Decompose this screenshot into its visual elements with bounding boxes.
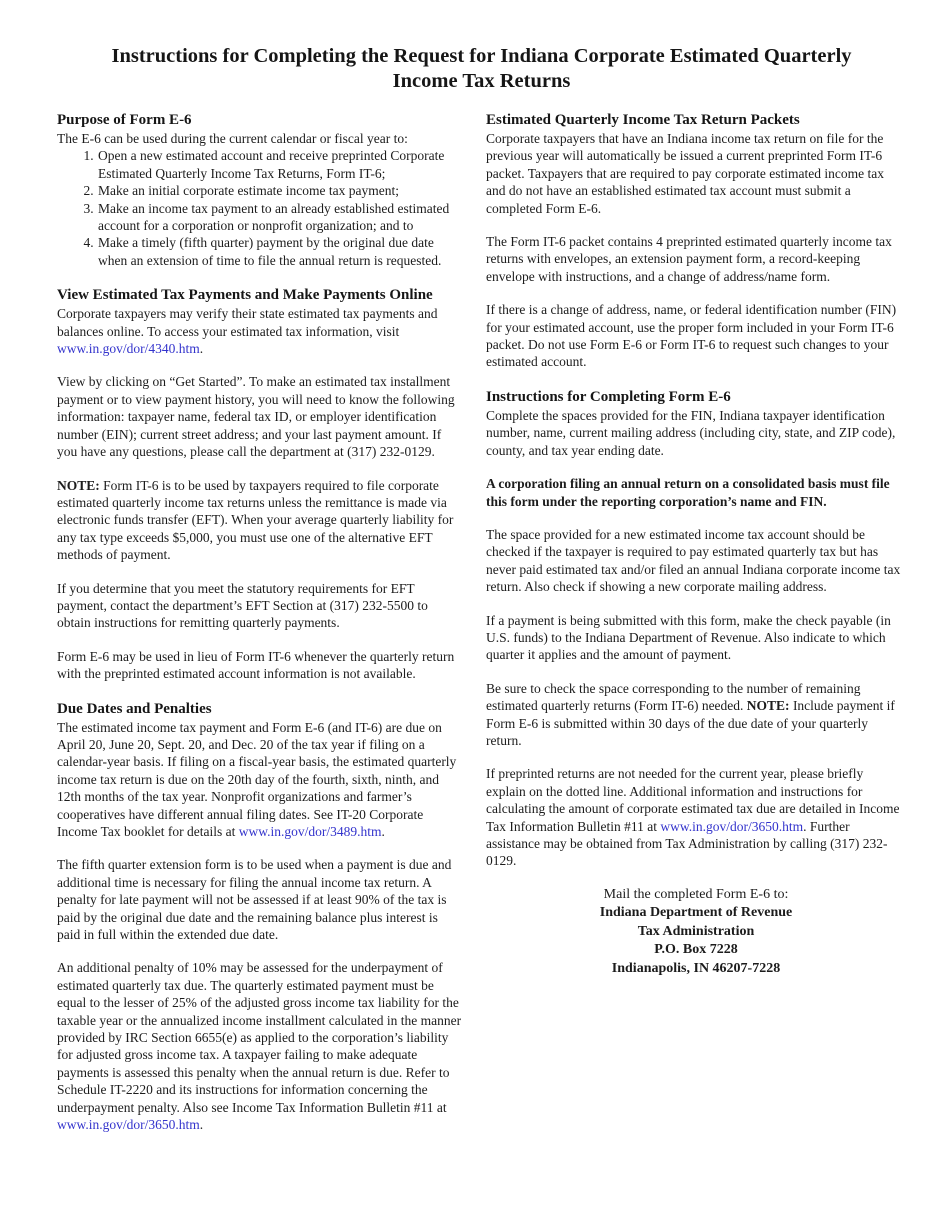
text-run: The Form IT-6 packet contains 4 preprinted estimated quarterly income tax returns with envelopes, an extension payment form, a record-keeping envelope with instructions, and a change of address/name form. <box>486 234 892 284</box>
mailing-address-line: Tax Administration <box>637 923 755 939</box>
numbered-list <box>57 147 464 269</box>
section-purpose-of-form-e-6 <box>57 111 464 269</box>
text-run: . <box>199 1117 204 1133</box>
paragraph <box>57 305 464 357</box>
section-heading: Due Dates and Penalties <box>57 700 212 717</box>
hyperlink[interactable]: www.in.gov/dor/3489.htm <box>238 824 382 839</box>
page-title-line1: Instructions for Completing the Request for Indiana Corporate Estimated Quarterly <box>111 45 852 67</box>
hyperlink[interactable]: www.in.gov/dor/4340.htm <box>57 341 200 357</box>
text-run: Complete the spaces provided for the FIN, Indiana taxpayer identification number, name, current mailing address (including city, state, and ZIP code), county, and tax year ending date. <box>486 407 896 458</box>
paragraph <box>486 680 906 750</box>
list-item: 3. Make an income tax payment to an already established estimated account for a corporation or nonprofit organization; and to <box>97 200 464 235</box>
text-run: The space provided for a new estimated income tax account should be checked if the taxpayer is required to pay estimated quarterly tax but has never paid estimated tax and/or filed an annual Indiana corporate income tax return. Also check if showing a new corporate mailing address. <box>486 526 901 595</box>
text-run: Corporate taxpayers that have an Indiana income tax return on file for the previous year will automatically be issued a current preprinted Form IT-6 packet. Taxpayers that are required to pay corporate estimated income tax and do not have an established estimated tax account must submit a completed Form E-6. <box>486 131 885 216</box>
text-run: If preprinted returns are not needed for the current year, please briefly explain on the dotted line. Additional information and instructions for calculating the amount of corporate estimated tax due are detailed in Income Tax Information Bulletin #11 at <box>486 766 900 834</box>
mailing-address-line: Mail the completed Form E-6 to: <box>603 886 789 902</box>
text-run: If you determine that you meet the statutory requirements for EFT payment, contact the department’s EFT Section at (317) 232-5500 to obtain instructions for remitting quarterly payments. <box>57 580 428 631</box>
paragraph <box>57 648 464 683</box>
paragraph <box>486 612 906 664</box>
section-estimated-quarterly-income-tax-return-packets <box>486 111 906 371</box>
page-title-line2: Income Tax Returns <box>392 70 571 92</box>
text-run: Form IT-6 is to be used by taxpayers required to file corporate estimated quarterly income tax returns unless the remittance is made via electronic funds transfer (EFT). When your average quarterly liability for any tax type exceeds $5,000, you must use one of the alternative EFT methods of payment. <box>57 477 454 563</box>
list-item: 2. Make an initial corporate estimate income tax payment; <box>97 182 464 199</box>
paragraph <box>57 959 464 1133</box>
text-run: Form E-6 may be used in lieu of Form IT-6 whenever the quarterly return with the preprinted estimated account information is not available. <box>57 648 455 682</box>
section-due-dates-and-penalties <box>57 700 464 1134</box>
paragraph <box>486 301 906 371</box>
paragraph <box>486 526 906 596</box>
two-column-layout <box>57 111 906 1134</box>
bold-text-run: NOTE: <box>746 698 790 714</box>
mailing-address-line: Indianapolis, IN 46207-7228 <box>611 960 781 976</box>
hyperlink[interactable]: www.in.gov/dor/3650.htm <box>57 1117 200 1133</box>
text-run: Corporate taxpayers may verify their state estimated tax payments and balances online. To access your estimated tax information, visit <box>57 306 438 339</box>
list-item: 1. Open a new estimated account and receive preprinted Corporate Estimated Quarterly Income Tax Returns, Form IT-6; <box>97 147 464 182</box>
paragraph <box>486 407 906 459</box>
text-run: Be sure to check the space corresponding to the number of remaining estimated quarterly returns (Form IT-6) needed. <box>486 680 861 714</box>
text-run: . <box>199 341 204 357</box>
paragraph <box>486 475 906 510</box>
paragraph <box>57 580 464 632</box>
paragraph <box>57 373 464 460</box>
section-heading: Estimated Quarterly Income Tax Return Packets <box>486 112 800 128</box>
mailing-address-block <box>486 886 906 979</box>
page-title <box>57 44 906 94</box>
section-instructions-for-completing-form-e-6 <box>486 388 906 978</box>
section-heading: View Estimated Tax Payments and Make Payments Online <box>57 287 433 304</box>
text-run: The E-6 can be used during the current calendar or fiscal year to: <box>57 131 408 146</box>
section-heading: Purpose of Form E-6 <box>57 112 192 128</box>
text-run: . <box>381 824 385 839</box>
text-run: The fifth quarter extension form is to be used when a payment is due and additional time is necessary for filing the annual income tax return. A penalty for late payment will not be assessed if at least 90% of the tax is paid by the original due date and the remaining balance plus interest is paid in full within the extended due date. <box>57 857 452 943</box>
bold-text-run: NOTE: <box>57 477 100 493</box>
text-run: Include payment if Form E-6 is submitted within 30 days of the due date of your quarterly return. <box>486 698 895 748</box>
text-run: If there is a change of address, name, or federal identification number (FIN) for your estimated account, use the proper form included in your Form IT-6 packet. Do not use Form E-6 or Form IT-6 to request such changes to your estimated account. <box>486 302 897 370</box>
hyperlink[interactable]: www.in.gov/dor/3650.htm <box>660 818 804 834</box>
mailing-address-line: Indiana Department of Revenue <box>599 905 793 921</box>
paragraph <box>57 719 464 841</box>
paragraph <box>57 130 464 147</box>
paragraph <box>486 233 906 285</box>
paragraph <box>57 477 464 564</box>
left-column <box>57 111 464 1134</box>
paragraph <box>57 856 464 943</box>
text-run: If a payment is being submitted with this form, make the check payable (in U.S. funds) to the Indiana Department of Revenue. Also indicate to which quarter it applies and the amount of payment. <box>486 612 891 663</box>
mailing-address-line: P.O. Box 7228 <box>654 942 738 958</box>
list-item: 4. Make a timely (fifth quarter) payment by the original due date when an extension of time to file the annual return is requested. <box>97 234 464 269</box>
section-view-estimated-tax-payments-and-make-payments-online <box>57 286 464 682</box>
text-run: An additional penalty of 10% may be assessed for the underpayment of estimated quarterly tax due. The quarterly estimated payment must be equal to the lesser of 25% of the adjusted gross income tax liability for the taxable year or the annualized income installment calculated in the manner provided by IRC Section 6655(e) as applied to the corporation’s liability for adjusted gross income tax. A taxpayer failing to make adequate payments is assessed this penalty when the annual return is due. Refer to Schedule IT-2220 and its instructions for information concerning the underpayment penalty. Also see Income Tax Information Bulletin #11 at <box>57 960 462 1115</box>
section-heading: Instructions for Completing Form E-6 <box>486 388 731 405</box>
text-run: View by clicking on “Get Started”. To make an estimated tax installment payment or to view payment history, you will need to know the following information: taxpayer name, federal tax ID, or employer identification number (EIN); current street address; and your last payment amount. If you have any questions, please call the department at (317) 232-0129. <box>57 374 455 460</box>
text-run: The estimated income tax payment and Form E-6 (and IT-6) are due on April 20, June 20, Sept. 20, and Dec. 20 of the tax year if filing on a calendar-year basis. If filing on a fiscal-year basis, the estimated quarterly income tax return is due on the 20th day of the fourth, sixth, ninth, and 12th months of the tax year. Nonprofit organizations and farmer’s cooperatives have different annual filing dates. See IT-20 Corporate Income Tax booklet for details at <box>57 719 457 839</box>
paragraph <box>486 765 906 869</box>
right-column <box>486 111 906 978</box>
paragraph <box>486 130 906 217</box>
text-run: . Further assistance may be obtained from Tax Administration by calling (317) 232-0129. <box>486 818 888 869</box>
bold-text-run: A corporation filing an annual return on a consolidated basis must file this form under the reporting corporation’s name and FIN. <box>486 476 890 509</box>
